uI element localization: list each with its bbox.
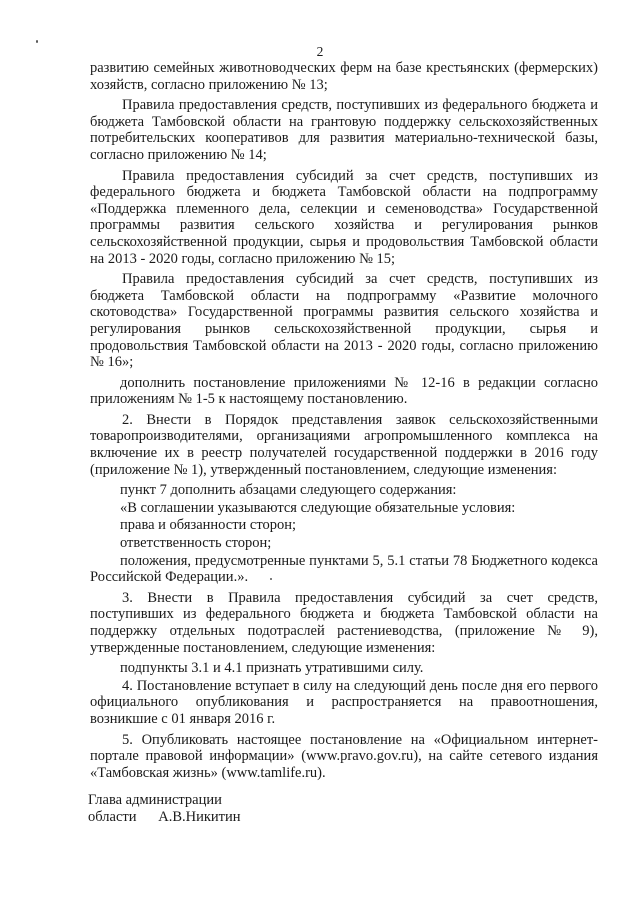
paragraph: подпункты 3.1 и 4.1 признать утратившими силу. — [120, 660, 424, 677]
page-number: 2 — [316, 44, 324, 59]
document-body — [90, 60, 598, 785]
paragraph: Правила предоставления субсидий за счет средств, поступивших из федерального бюджета и бюджета Тамбовской области на подпрограмму «Поддержка племенного дела, селекции и семеноводства» Государственной программы развития сельского хозяйства и регулирования рынков сельскохозяйственной продукции, сырья и продовольствия Тамбовской области на 2013 - 2020 годы, согласно приложению № 15; — [90, 167, 598, 267]
paragraph: «В соглашении указываются следующие обязательные условия: — [120, 499, 516, 516]
signature-line — [88, 809, 241, 826]
paragraph: ответственность сторон; — [120, 535, 272, 552]
paragraph: Правила предоставления средств, поступивших из федерального бюджета и бюджета Тамбовской области на грантовую поддержку сельскохозяйственных потребительских кооперативов для развития материально-технической базы, согласно приложению № 14; — [90, 97, 598, 163]
signature-region: области — [88, 809, 137, 825]
paragraph: Правила предоставления субсидий за счет средств, поступивших из бюджета Тамбовской области на подпрограмму «Развитие молочного скотоводства» Государственной программы развития сельского хозяйства и регулирования рынков сельскохозяйственной продукции, сырья и продовольствия Тамбовской области на 2013 - 2020 годы, согласно приложению № 16»; — [90, 271, 598, 371]
scan-speck — [36, 40, 38, 43]
paragraph: положения, предусмотренные пунктами 5, 5.1 статьи 78 Бюджетного кодекса Российской Федерации.». — [90, 552, 598, 586]
paragraph: 5. Опубликовать настоящее постановление на «Официальном интернет-портале правовой информации» (www.pravo.gov.ru), на сайте сетевого издания «Тамбовская жизнь» (www.tamlife.ru). — [90, 731, 598, 781]
paragraph: дополнить постановление приложениями № 12-16 в редакции согласно приложениям № 1-5 к настоящему постановлению. — [90, 374, 598, 408]
paragraph: 3. Внести в Правила предоставления субсидий за счет средств, поступивших из федерального бюджета и бюджета Тамбовской области на поддержку отдельных подотраслей растениеводства, (приложение № 9), утвержденные постановлением, следующие изменения: — [90, 589, 598, 656]
signature-name: А.В.Никитин — [158, 809, 241, 825]
signature-title: Глава администрации — [88, 792, 222, 808]
paragraph: 4. Постановление вступает в силу на следующий день после дня его первого официального опубликования и распространяется на правоотношения, возникшие с 01 января 2016 г. — [90, 677, 598, 727]
signature-block — [88, 792, 241, 826]
paragraph: развитию семейных животноводческих ферм на базе крестьянских (фермерских) хозяйств, согласно приложению № 13; — [90, 60, 598, 93]
paragraph: пункт 7 дополнить абзацами следующего содержания: — [120, 482, 457, 499]
paragraph: права и обязанности сторон; — [120, 517, 297, 534]
paragraph: 2. Внести в Порядок представления заявок сельскохозяйственными товаропроизводителями, организациями агропромышленного комплекса на включение их в реестр получателей государственной поддержки в 2016 году (приложение № 1), утвержденный постановлением, следующие изменения: — [90, 411, 598, 478]
